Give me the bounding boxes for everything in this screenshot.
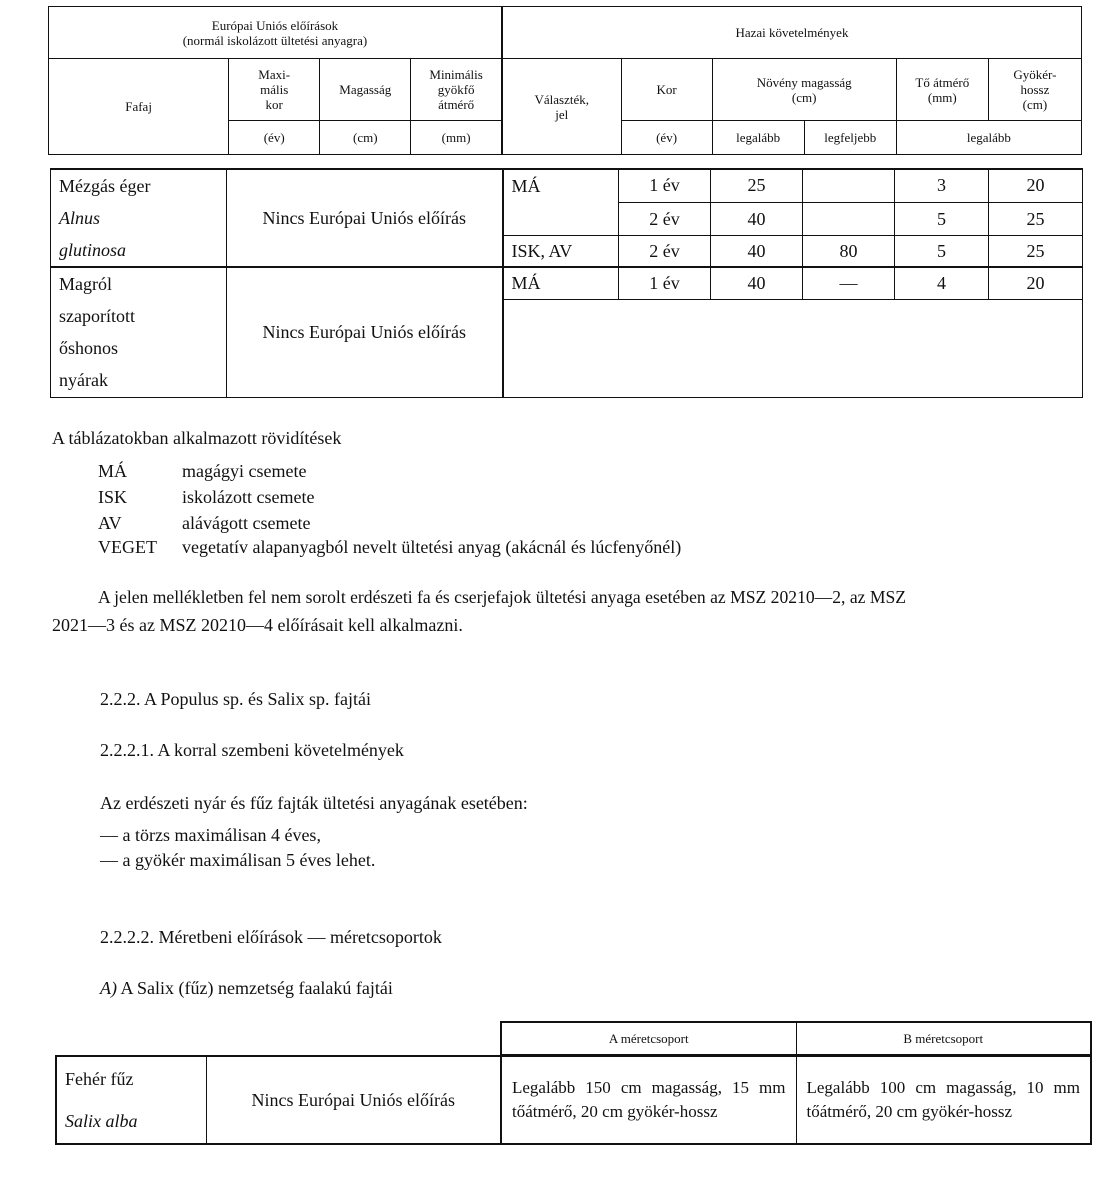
cell-max: — (803, 267, 895, 299)
paragraph-line: 2021—3 és az MSZ 20210—4 előírásait kell alkalmazni. (52, 615, 463, 635)
cell-jel: MÁ (503, 267, 619, 299)
species-line: nyárak (59, 370, 108, 390)
bullet-item: — a törzs maximálisan 4 éves, (100, 825, 321, 845)
eu-note: Nincs Európai Uniós előírás (227, 169, 503, 267)
paragraph: Az erdészeti nyár és fűz fajták ültetési anyagának esetében: (100, 793, 528, 813)
kor-header: Kor (621, 59, 712, 121)
cell-to: 4 (895, 267, 989, 299)
species-line: Magról (59, 274, 112, 294)
abbr-code: ISK (98, 487, 128, 507)
valasztek-header: Választék, jel (502, 59, 621, 155)
eu-group-header: Európai Uniós előírások (normál iskolázott ültetési anyagra) (49, 7, 502, 59)
cell-max (803, 202, 895, 235)
eu-note: Nincs Európai Uniós előírás (227, 267, 503, 397)
abbreviation-item (98, 461, 306, 482)
species-hu: Mézgás éger (59, 176, 151, 196)
table2-header (500, 1021, 1092, 1055)
species-lat: glutinosa (59, 240, 127, 260)
abbreviations-title: A táblázatokban alkalmazott rövidítések (52, 428, 342, 448)
gyokerhossz-header: Gyökér- hossz (cm) (988, 59, 1081, 121)
paragraph-line: A jelen mellékletben fel nem sorolt erdészeti fa és cserjefajok ültetési anyaga esetében az MSZ 20210—2, az MSZ (98, 587, 907, 607)
size-a-cell: Legalább 150 cm magasság, 15 mm tőátmérő, 20 cm gyökér-hossz (501, 1056, 796, 1144)
cell-jel (503, 202, 619, 235)
unit-ev2: (év) (621, 121, 712, 155)
species-cell-nyarak (51, 267, 227, 397)
species-cell-salix (56, 1056, 206, 1144)
cell-to: 5 (895, 236, 989, 267)
hu-group-header: Hazai követelmények (502, 7, 1082, 59)
legalabb-header: legalább (712, 121, 804, 155)
cell-min: 40 (711, 202, 803, 235)
abbreviation-item (98, 487, 314, 508)
cell-kor: 1 év (619, 267, 711, 299)
section-heading: 2.2.2.1. A korral szembeni követelmények (100, 740, 404, 760)
to-atmero-header: Tő átmérő (mm) (896, 59, 988, 121)
species-hu: Fehér fűz (65, 1069, 134, 1089)
noveny-magassag-header: Növény magasság (cm) (712, 59, 896, 121)
species-line: őshonos (59, 338, 119, 358)
subsection-label: A) (100, 978, 117, 998)
cell-kor: 1 év (619, 169, 711, 202)
section-heading: 2.2.2. A Populus sp. és Salix sp. fajtái (100, 689, 372, 709)
col-a-header: A méretcsoport (501, 1022, 796, 1054)
cell-to: 5 (895, 202, 989, 235)
abbr-code: VEGET (98, 537, 157, 557)
eu-note: Nincs Európai Uniós előírás (206, 1056, 501, 1144)
col-b-header: B méretcsoport (796, 1022, 1091, 1054)
cell-gyok: 20 (989, 267, 1083, 299)
min-gyokfo-header: Minimális gyökfő átmérő (411, 59, 502, 121)
species-line: szaporított (59, 306, 135, 326)
unit-ev: (év) (229, 121, 320, 155)
abbr-desc: alávágott csemete (182, 513, 311, 533)
cell-gyok: 25 (989, 236, 1083, 267)
magassag-header: Magasság (320, 59, 411, 121)
cell-max: 80 (803, 236, 895, 267)
section-heading: 2.2.2.2. Méretbeni előírások — méretcsoportok (100, 927, 442, 947)
cell-min: 40 (711, 267, 803, 299)
fafaj-header: Fafaj (49, 59, 229, 155)
table2-body (55, 1055, 1092, 1145)
species-lat: Salix alba (65, 1111, 138, 1131)
abbr-code: AV (98, 513, 122, 533)
cell-kor: 2 év (619, 202, 711, 235)
abbr-code: MÁ (98, 461, 128, 481)
species-cell-alnus (51, 169, 227, 267)
table1-header (48, 6, 1082, 155)
cell-min: 25 (711, 169, 803, 202)
cell-kor: 2 év (619, 236, 711, 267)
cell-gyok: 25 (989, 202, 1083, 235)
cell-jel: ISK, AV (503, 236, 619, 267)
cell-max (803, 169, 895, 202)
species-lat: Alnus (59, 208, 101, 228)
cell-jel: MÁ (503, 169, 619, 202)
size-b-cell: Legalább 100 cm magasság, 10 mm tőátmérő, 20 cm gyökér-hossz (796, 1056, 1091, 1144)
cell-min: 40 (711, 236, 803, 267)
abbr-desc: iskolázott csemete (182, 487, 315, 507)
abbreviation-item (98, 513, 310, 534)
subsection-heading (100, 978, 393, 999)
cell-to: 3 (895, 169, 989, 202)
unit-mm: (mm) (411, 121, 502, 155)
bullet-item: — a gyökér maximálisan 5 éves lehet. (100, 850, 376, 870)
max-kor-header: Maxi- mális kor (229, 59, 320, 121)
abbr-desc: magágyi csemete (182, 461, 307, 481)
subsection-text: A Salix (fűz) nemzetség faalakú fajtái (120, 978, 393, 998)
cell-gyok: 20 (989, 169, 1083, 202)
abbr-desc: vegetatív alapanyagból nevelt ültetési anyag (akácnál és lúcfenyőnél) (182, 537, 682, 557)
table1-body (50, 168, 1083, 398)
abbreviation-item (98, 537, 681, 558)
unit-cm: (cm) (320, 121, 411, 155)
legfeljebb-header: legfeljebb (804, 121, 896, 155)
empty-area (503, 299, 1083, 397)
legalabb2-header: legalább (896, 121, 1081, 155)
